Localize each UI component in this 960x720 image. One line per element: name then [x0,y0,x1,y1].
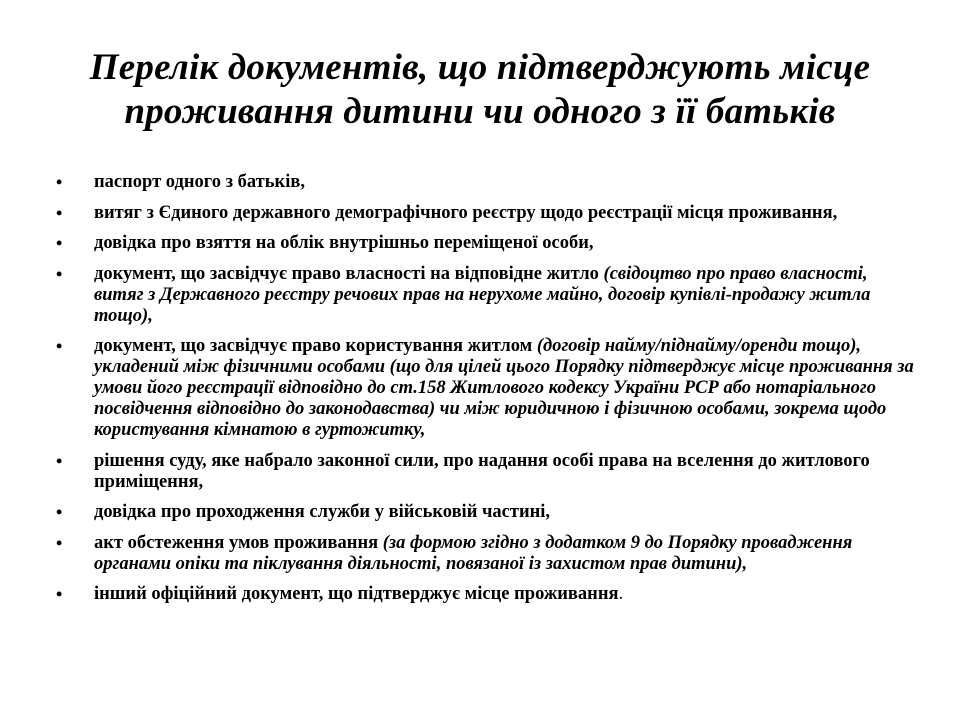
bullet-icon: • [56,233,63,253]
item-note: (свідоцтво про право власності, витяг з Державного реєстру речових прав на нерухоме майно, договір купівлі-продажу житла тощо), [94,263,871,326]
title-line-2: проживання дитини чи одного з її батьків [124,91,836,132]
bullet-icon: • [56,263,63,284]
list-item [56,233,916,254]
list-item [56,203,916,224]
bullet-icon: • [56,450,63,471]
item-text: акт обстеження умов проживання [94,532,383,553]
item-tail: . [618,584,624,604]
list-item [56,336,916,441]
list-item [56,451,916,493]
title-line-1: Перелік документів, що підтверджують місце [89,47,871,88]
bullet-icon: • [56,202,63,223]
slide-title [60,46,900,134]
item-text: документ, що засвідчує право користування житлом [94,336,537,356]
item-text: документ, що засвідчує право власності на відповідне житло [94,263,604,284]
item-text: інший офіційний документ, що підтверджує місце проживання [94,584,619,604]
list-item [56,172,916,193]
bullet-icon: • [56,532,63,553]
item-text: довідка про взяття на облік внутрішньо переміщеної особи, [94,233,594,253]
list-item [56,264,916,327]
list-item [56,533,916,575]
document-list [56,172,916,615]
item-text: довідка про проходження служби у військовій частині, [94,502,551,522]
bullet-icon: • [56,502,63,522]
bullet-icon: • [56,172,63,192]
list-item [56,584,916,605]
item-text: паспорт одного з батьків, [94,172,305,192]
bullet-icon: • [56,336,63,356]
list-item [56,502,916,523]
item-note: (договір найму/піднайму/оренди тощо), укладений між фізичними особами (що для цілей цього Порядку підтверджує місце проживання за умови його реєстрації відповідно до ст.158 Житлового кодексу України РСР або нотаріального посвідчення відповідно до законодавства) чи між юридичною і фізичною особами, зокрема щодо користування кімнатою в гуртожитку, [94,336,914,440]
item-text: витяг з Єдиного державного демографічного реєстру щодо реєстрації місця проживання, [94,202,838,223]
bullet-icon: • [56,584,63,604]
item-text: рішення суду, яке набрало законної сили, про надання особі права на вселення до житлового приміщення, [94,450,870,492]
item-note: (за формою згідно з додатком 9 до Порядку провадження органами опіки та піклування діяльності, повязаної із захистом прав дитини), [94,532,853,574]
